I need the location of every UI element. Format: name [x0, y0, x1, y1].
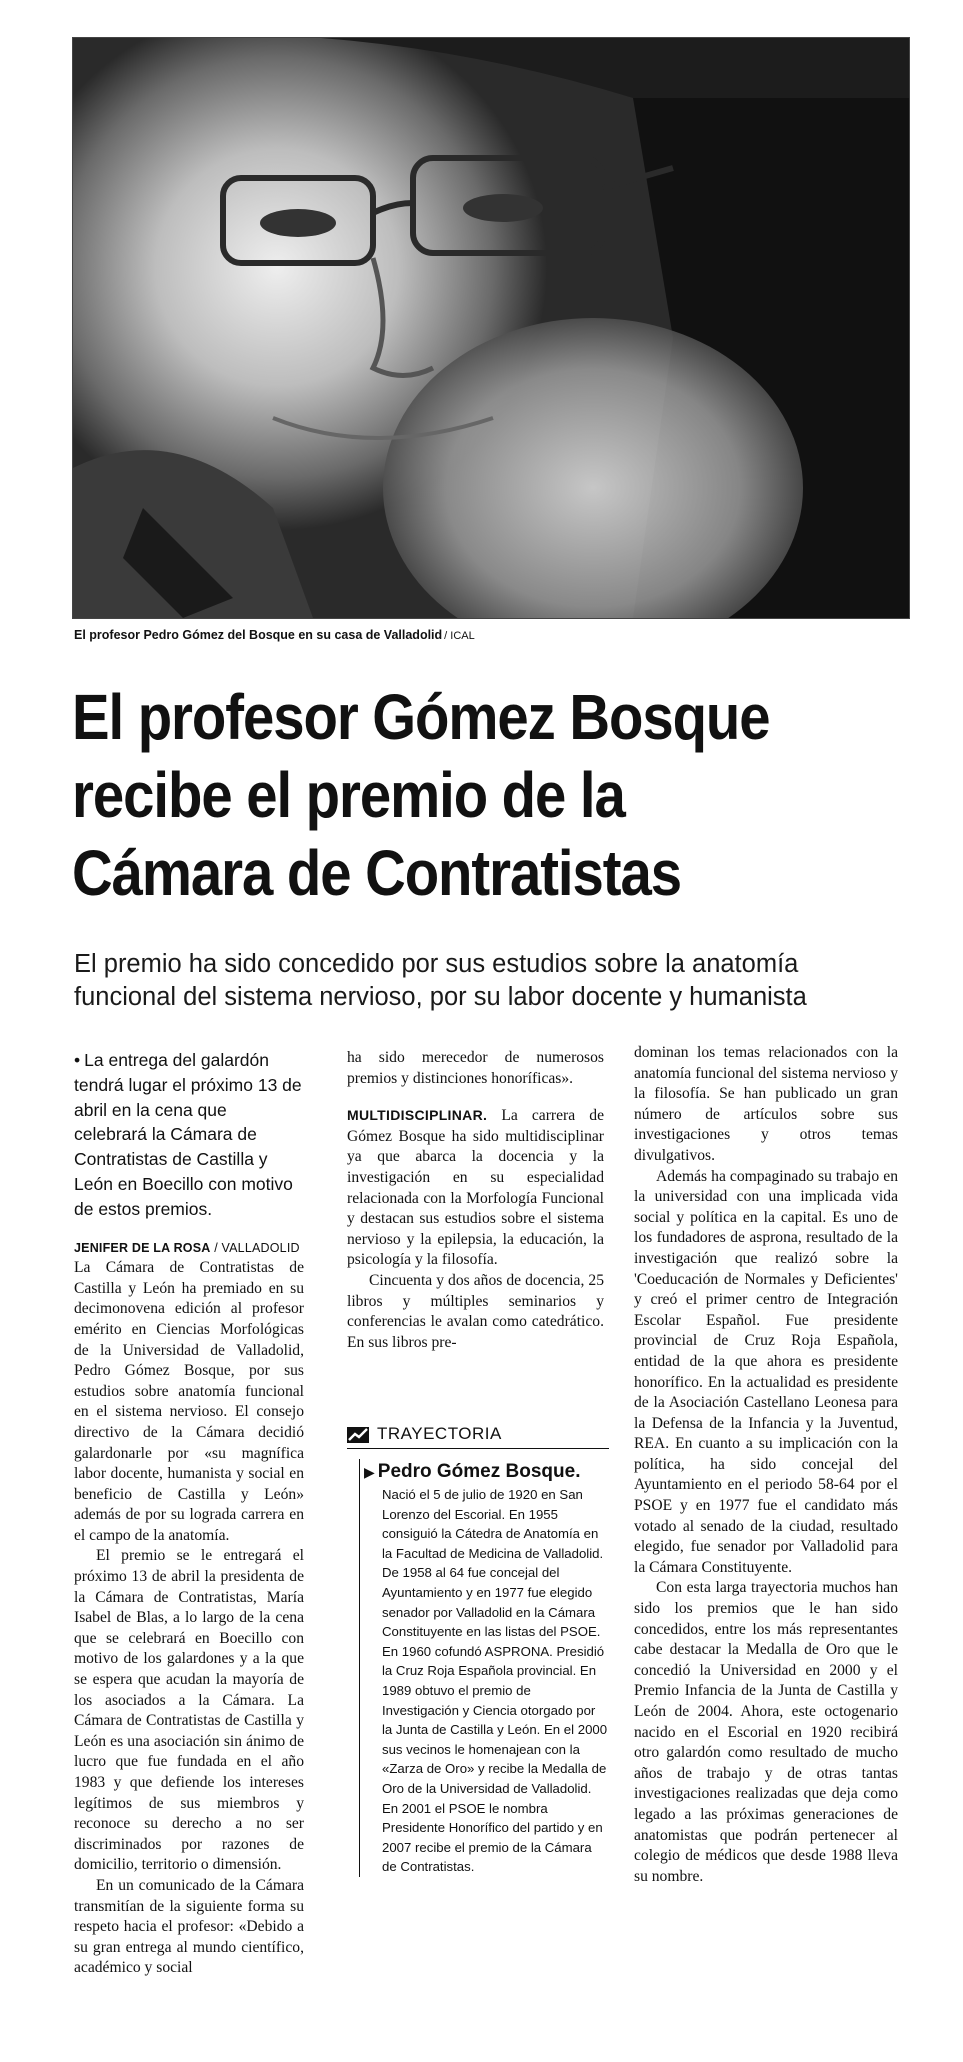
sidebar-title: TRAYECTORIA — [377, 1424, 502, 1443]
byline-location: / VALLADOLID — [214, 1240, 300, 1255]
portrait-photo — [72, 37, 910, 619]
section-kicker: MULTIDISCIPLINAR. — [347, 1107, 488, 1124]
headline-line-1: El profesor Gómez Bosque — [72, 681, 770, 753]
summary-text: La entrega del galardón tendrá lugar el próximo 13 de abril en la cena que celebrará la Cámara de Contratistas de Castilla y León en Boecillo con motivo de estos premios. — [74, 1050, 302, 1219]
article-paragraph-5-text: La carrera de Gómez Bosque ha sido multidisciplinar ya que abarca la docencia y la investigación en su especialidad relacionada con la Morfología Funcional y destacan sus estudios sobre el sistema nervioso y la epilepsia, la educación, la psicología y la filosofía. — [347, 1107, 604, 1269]
portrait-photo-image — [73, 38, 909, 618]
article-column-3 — [634, 1043, 898, 1887]
headline — [72, 678, 811, 912]
sidebar-text: Nació el 5 de julio de 1920 en San Lorenzo del Escorial. En 1955 consiguió la Cátedra de Anatomía en la Facultad de Medicina de Valladolid. De 1958 al 64 fue concejal del Ayuntamiento y en 1977 fue elegido senador por Valladolid en la Cámara Constituyente en las listas del PSOE. En 1960 cofundó ASPRONA. Presidió la Cruz Roja Española provincial. En 1989 obtuvo el premio de Investigación y Ciencia otorgado por la Junta de Castilla y León. En el 2000 sus vecinos le homenajean con la «Zarza de Oro» y recibe la Medalla de Oro de la Universidad de Valladolid. En 2001 el PSOE le nombra Presidente Honorífico del partido y en 2007 recibe el premio de la Cámara de Contratistas. — [382, 1487, 608, 1875]
sidebar-header — [347, 1422, 609, 1449]
sidebar-name — [364, 1459, 609, 1485]
article-column-2 — [347, 1048, 604, 1353]
article-column-1 — [74, 1048, 304, 1979]
headline-line-3: Cámara de Contratistas — [72, 837, 682, 909]
article-paragraph-4: ha sido merecedor de numerosos premios y distinciones honoríficas». — [347, 1049, 604, 1087]
byline — [74, 1238, 304, 1259]
summary-bullet: • — [74, 1050, 81, 1070]
photo-caption — [74, 628, 475, 642]
article-paragraph-6: Cincuenta y dos años de docencia, 25 libros y múltiples seminarios y conferencias le avalan como catedrático. En sus libros pre- — [347, 1271, 604, 1351]
byline-author: JENIFER DE LA ROSA — [74, 1240, 211, 1255]
arrow-icon: ▶ — [364, 1464, 375, 1480]
article-paragraph-8: Además ha compaginado su trabajo en la universidad con una implicada vida social y política en la capital. Es uno de los fundadores de asprona, resultado de la investigación que realizó sobre la 'Coeducación de Normales y Deficientes' y creó el primer centro de Integración Escolar Español. Fue presidente provincial de Cruz Roja Española, entidad de la que ahora es presidente honorífico. En la actualidad es presidente de la Asociación Castellano Leonesa para la Defensa de la Infancia y la Juventud, REA. En cuanto a su implicación con la política, ha sido concejal del Ayuntamiento en el periodo 58-64 por el PSOE y en 1977 fue el candidato más votado al senado de la ciudad, resultado elegido, fue senador por Valladolid para la Cámara Constituyente. — [634, 1167, 898, 1576]
subheadline-line-1: El premio ha sido concedido por sus estudios sobre la anatomía — [74, 950, 799, 978]
headline-line-2: recibe el premio de la — [72, 759, 625, 831]
sidebar-name-text: Pedro Gómez Bosque. — [377, 1461, 581, 1482]
caption-text: El profesor Pedro Gómez del Bosque en su casa de Valladolid — [74, 628, 443, 642]
sidebar-body — [359, 1459, 609, 1877]
trend-icon — [347, 1427, 369, 1443]
article-paragraph-7: dominan los temas relacionados con la anatomía funcional del sistema nervioso y la filosofía. Se han publicado un gran número de artículos sobre sus investigaciones y otros temas divulgativos. — [634, 1044, 898, 1164]
summary-box — [74, 1048, 304, 1222]
subheadline-line-2: funcional del sistema nervioso, por su labor docente y humanista — [74, 983, 807, 1011]
article-paragraph-5 — [347, 1105, 604, 1271]
subheadline — [74, 948, 914, 1014]
article-paragraph-9: Con esta larga trayectoria muchos han sido los premios que le han sido concedidos, entre los más representantes cabe destacar la Medalla de Oro que le concedió la Universidad en 2000 y el Premio Infancia de la Junta de Castilla y León de 2004. Ahora, este octogenario nacido en el Escorial en 1920 recibirá otro galardón como resultado de mucho años de trabajo y de otras tantas investigaciones realizadas que deja como legado a las próximas generaciones de anatomistas que podrán pertenecer al colegio de médicos que desde 1988 lleva su nombre. — [634, 1579, 898, 1885]
article-paragraph-3: En un comunicado de la Cámara transmitían de la siguiente forma su respeto hacia el profesor: «Debido a su gran entrega al mundo científico, académico y social — [74, 1876, 304, 1977]
article-paragraph-2: El premio se le entregará el próximo 13 de abril la presidenta de la Cámara de Contratistas, María Isabel de Blas, a lo largo de la cena que se celebrará en Boecillo con motivo de los galardones y a la que se espera que acudan la mayoría de los asociados a la Cámara. La Cámara de Contratistas de Castilla y León es una asociación sin ánimo de lucro que fue fundada en el año 1983 y que defiende los intereses legítimos de sus miembros y reconoce su derecho a no ser discriminados por razones de domicilio, territorio o dimensión. — [74, 1547, 304, 1874]
photo-credit: / ICAL — [444, 630, 475, 642]
article-paragraph-1: La Cámara de Contratistas de Castilla y León ha premiado en su decimonovena edición al profesor emérito en Ciencias Morfológicas de la Universidad de Valladolid, Pedro Gómez Bosque, por sus estudios sobre anatomía funcional en el sistema nervioso. El consejo directivo de la Cámara decidió galardonarle por «su magnífica labor docente, humanista y social en beneficio de Castilla y León» además de por su lograda carrera en el campo de la anatomía. — [74, 1259, 304, 1544]
trayectoria-sidebar — [347, 1422, 609, 2012]
